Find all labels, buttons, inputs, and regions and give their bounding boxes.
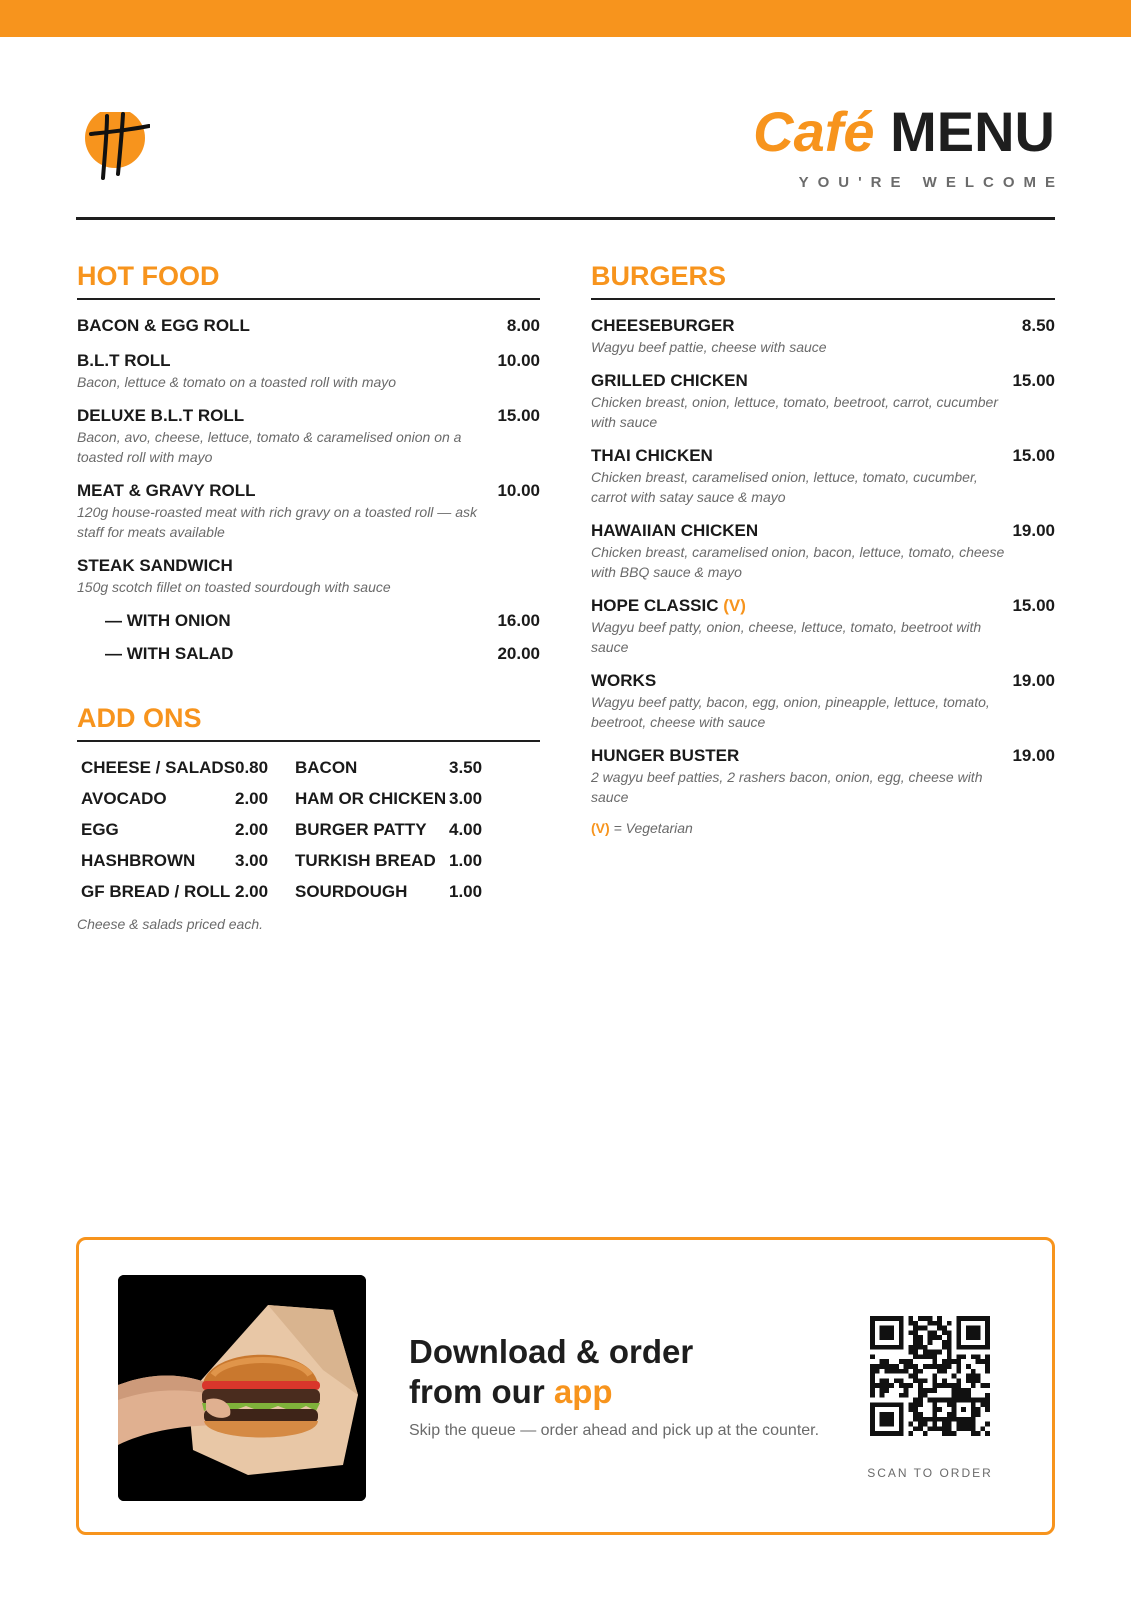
add-ons-grid: [77, 757, 540, 903]
vegetarian-key: [591, 820, 1055, 836]
promo-subtext: Skip the queue — order ahead and pick up at the counter.: [409, 1422, 820, 1439]
header-divider: [76, 217, 1055, 220]
addon-name: AVOCADO: [81, 789, 167, 808]
item-price: 8.00: [506, 316, 540, 335]
item-price: 19.00: [1012, 671, 1055, 690]
burger-photo-icon: [118, 1275, 366, 1501]
menu-item: [591, 315, 1055, 357]
addon-price: 2.00: [235, 882, 269, 901]
addon-name: BACON: [295, 758, 358, 777]
section-divider: [591, 298, 1055, 300]
item-name: GRILLED CHICKEN: [591, 371, 748, 390]
brand-block: [753, 100, 1064, 191]
section-title: BURGERS: [591, 261, 727, 291]
item-name: — WITH SALAD: [105, 644, 234, 663]
menu-item: [591, 370, 1055, 432]
addon-name: GF BREAD / ROLL: [81, 882, 231, 901]
item-price: 15.00: [1012, 371, 1055, 390]
title-accent: Café: [753, 100, 875, 163]
addon-price: 2.00: [235, 789, 269, 808]
section-title: ADD ONS: [77, 703, 202, 733]
promo-heading-prefix: from our: [409, 1373, 545, 1410]
addon-price: 3.50: [449, 758, 483, 777]
menu-item: [77, 480, 540, 542]
hope-cross-logo-icon: [85, 112, 150, 184]
vegetarian-key-text: = Vegetarian: [613, 820, 693, 836]
item-description: 2 wagyu beef patties, 2 rashers bacon, onion, egg, cheese with sauce: [591, 769, 983, 805]
item-description: Chicken breast, caramelised onion, bacon, lettuce, tomato, cheese with BBQ sauce & mayo: [591, 544, 1005, 580]
add-ons-section: [77, 700, 540, 932]
vegetarian-key-mark: (V): [591, 820, 610, 836]
addon-name: HAM OR CHICKEN: [295, 789, 447, 808]
promo-heading-line1: Download & order: [409, 1333, 694, 1370]
burgers-section: [591, 258, 1055, 836]
menu-sub-item: [77, 610, 540, 632]
item-price: 10.00: [497, 481, 540, 500]
item-description: Wagyu beef patty, bacon, egg, onion, pineapple, lettuce, tomato, beetroot, cheese with sauce: [591, 694, 990, 730]
item-name: HUNGER BUSTER: [591, 746, 740, 765]
app-promo-card: [76, 1237, 1055, 1535]
addon-price: 3.00: [235, 851, 269, 870]
item-name: STEAK SANDWICH: [77, 556, 233, 575]
item-name-text: HOPE CLASSIC: [591, 596, 719, 615]
promo-heading-line2: [409, 1372, 693, 1412]
menu-item: [77, 405, 540, 467]
item-price: 15.00: [1012, 596, 1055, 615]
hot-food-section: [77, 258, 540, 676]
item-name: — WITH ONION: [105, 611, 231, 630]
item-name: BACON & EGG ROLL: [77, 316, 250, 335]
addon-price: 2.00: [235, 820, 269, 839]
item-description: 150g scotch fillet on toasted sourdough with sauce: [77, 579, 391, 595]
menu-item: [77, 555, 540, 597]
addon-name: CHEESE / SALADS: [81, 758, 235, 777]
menu-item: [591, 520, 1055, 582]
item-price: 20.00: [497, 644, 540, 663]
item-description: Wagyu beef pattie, cheese with sauce: [591, 339, 827, 355]
promo-heading-accent: app: [553, 1373, 613, 1410]
item-description: Chicken breast, onion, lettuce, tomato, beetroot, carrot, cucumber with sauce: [591, 394, 998, 430]
item-price: 16.00: [497, 611, 540, 630]
item-description: Chicken breast, caramelised onion, lettuce, tomato, cucumber, carrot with satay sauce & mayo: [591, 469, 978, 505]
qr-label: SCAN TO ORDER: [867, 1466, 993, 1480]
top-accent-bar: [0, 0, 1131, 37]
vegetarian-badge: (V): [723, 596, 746, 615]
menu-item: [591, 445, 1055, 507]
item-name: DELUXE B.L.T ROLL: [77, 406, 245, 425]
tagline: YOU'RE WELCOME: [798, 174, 1064, 191]
add-ons-note: Cheese & salads priced each.: [77, 916, 263, 932]
item-description: Wagyu beef patty, onion, cheese, lettuce, tomato, beetroot with sauce: [591, 619, 982, 655]
item-name: WORKS: [591, 671, 657, 690]
addon-price: 1.00: [449, 851, 483, 870]
item-price: 19.00: [1012, 746, 1055, 765]
item-name: CHEESEBURGER: [591, 316, 735, 335]
item-price: 15.00: [1012, 446, 1055, 465]
page-title: [753, 100, 1055, 164]
addon-price: 4.00: [449, 820, 483, 839]
addon-name: SOURDOUGH: [295, 882, 408, 901]
item-name: B.L.T ROLL: [77, 351, 171, 370]
item-description: 120g house-roasted meat with rich gravy on a toasted roll — ask staff for meats available: [77, 504, 477, 540]
item-price: 8.50: [1021, 316, 1055, 335]
qr-code-icon[interactable]: [870, 1316, 990, 1436]
addon-price: 3.00: [449, 789, 483, 808]
section-divider: [77, 740, 540, 742]
menu-item: [77, 315, 540, 337]
addon-name: EGG: [81, 820, 119, 839]
menu-item: [591, 670, 1055, 732]
item-name: THAI CHICKEN: [591, 446, 713, 465]
item-name: MEAT & GRAVY ROLL: [77, 481, 256, 500]
item-name: [591, 595, 746, 617]
menu-item: [591, 745, 1055, 807]
addon-name: HASHBROWN: [81, 851, 196, 870]
menu-sub-item: [77, 643, 540, 665]
section-title: HOT FOOD: [77, 261, 220, 291]
addon-name: BURGER PATTY: [295, 820, 427, 839]
section-divider: [77, 298, 540, 300]
addon-name: TURKISH BREAD: [295, 851, 436, 870]
menu-item: [591, 595, 1055, 657]
item-price: 10.00: [497, 351, 540, 370]
addon-price: 1.00: [449, 882, 483, 901]
addon-price: 0.80: [235, 758, 269, 777]
item-price: 15.00: [497, 406, 540, 425]
item-price: 19.00: [1012, 521, 1055, 540]
item-name: HAWAIIAN CHICKEN: [591, 521, 759, 540]
item-description: Bacon, avo, cheese, lettuce, tomato & caramelised onion on a toasted roll with mayo: [77, 429, 462, 465]
promo-heading: [409, 1332, 693, 1412]
item-description: Bacon, lettuce & tomato on a toasted roll with mayo: [77, 374, 397, 390]
title-main: MENU: [890, 100, 1055, 163]
menu-item: [77, 350, 540, 392]
